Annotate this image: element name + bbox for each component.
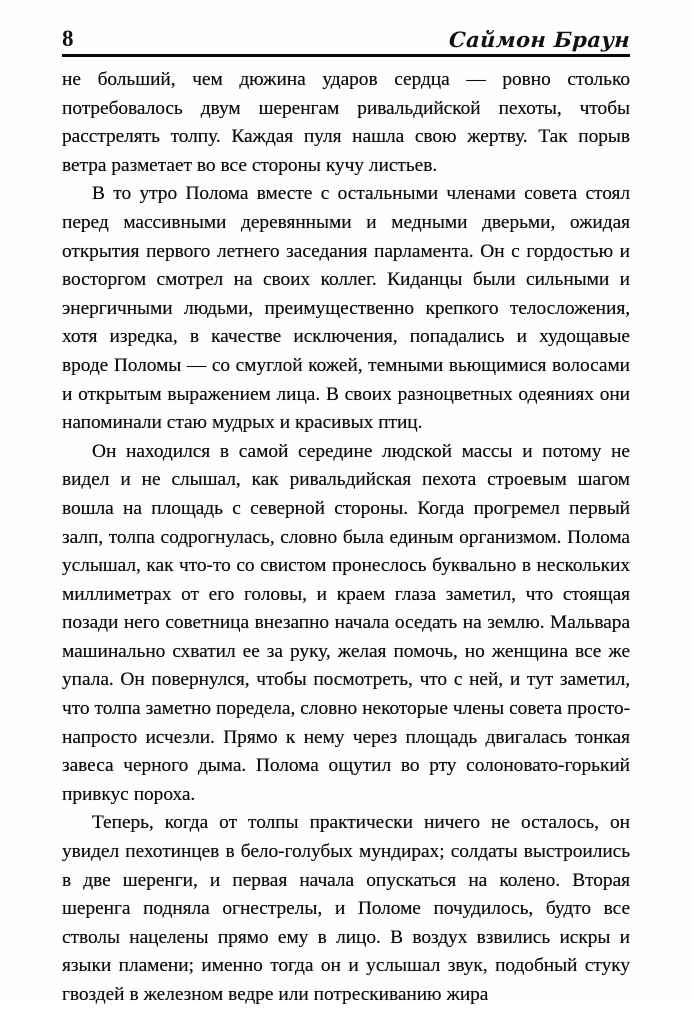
paragraph-4: Теперь, когда от толпы практически ничего не осталось, он увидел пехотинцев в бело-голубых мундирах; солдаты выстроились в две шеренги, и первая начала опускаться на колено. Вторая шеренга подняла огнестрелы, и Поломе почудилось, будто все стволы нацелены прямо ему в лицо. В воздух взвились искры и языки пламени; именно тогда он и услышал звук, подобный стуку гвоздей в железном ведре или потрескиванию жира [62, 812, 630, 1005]
header-divider-rule [62, 54, 630, 57]
paragraph-2: В то утро Полома вместе с остальными членами совета стоял перед массивными деревянными и медными дверьми, ожидая открытия первого летнего заседания парламента. Он с гордостью и восторгом смотрел на своих коллег. Киданцы были сильными и энергичными людьми, преимущественно крепкого телосложения, хотя изредка, в качестве исключения, попадались и худощавые вроде Поломы — со смуглой кожей, темными вьющимися волосами и открытым выражением лица. В своих разноцветных одеяниях они напоминали стаю мудрых и красивых птиц. [62, 183, 630, 434]
author-running-head: Саймон Браун [448, 27, 631, 52]
paragraph-1: не больший, чем дюжина ударов сердца — ровно столько потребовалось двум шеренгам ривальдийской пехоты, чтобы расстрелять толпу. Каждая пуля нашла свою жертву. Так порыв ветра разметает во все стороны кучу листьев. [62, 69, 630, 176]
body-text-block [62, 66, 630, 1010]
page-number: 8 [62, 26, 74, 51]
paragraph-3: Он находился в самой середине людской массы и потому не видел и не слышал, как ривальдийская пехота строевым шагом вошла на площадь с северной стороны. Когда прогремел первый залп, толпа содрогнулась, словно была единым организмом. Полома услышал, как что-то со свистом пронеслось буквально в нескольких миллиметрах от его головы, и краем глаза заметил, что стоящая позади него советница внезапно начала оседать на землю. Мальвара машинально схватил ее за руку, желая помочь, но женщина все же упала. Он повернулся, чтобы посмотреть, что с ней, и тут заметил, что толпа заметно поредела, словно некоторые члены совета просто-напросто исчезли. Прямо к нему через площадь двигалась тонкая завеса черного дыма. Полома ощутил во рту солоновато-горький привкус пороха. [62, 440, 630, 805]
running-head [62, 16, 630, 50]
